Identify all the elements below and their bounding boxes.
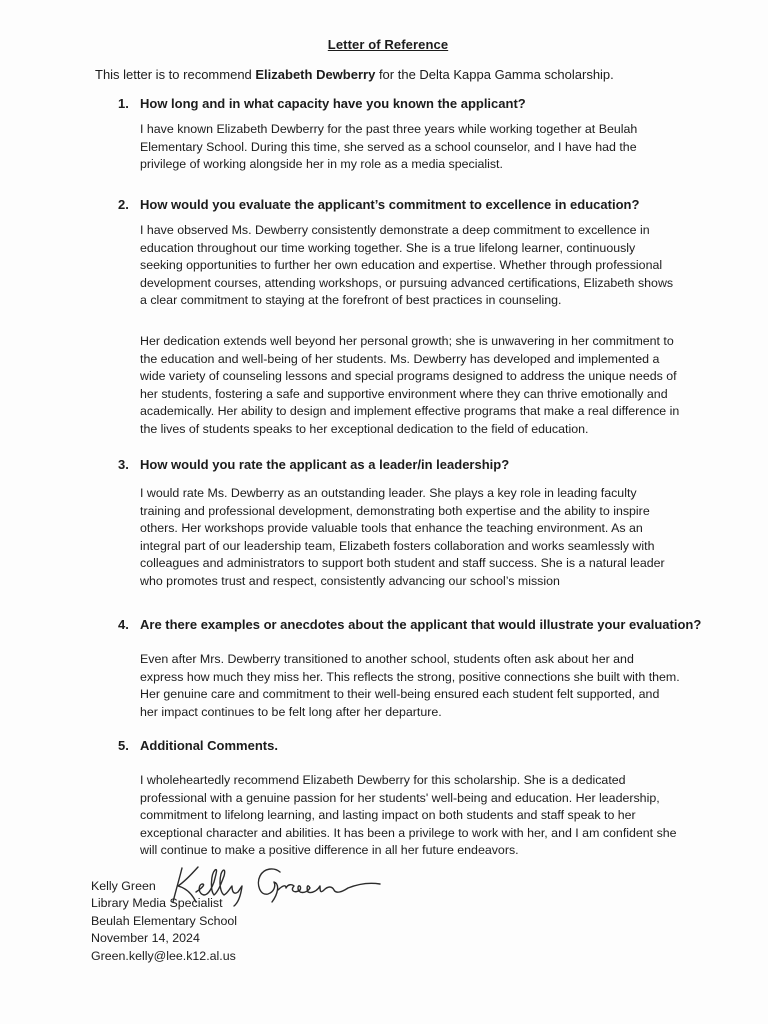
signer-title: Library Media Specialist (91, 896, 223, 911)
question-1 (118, 95, 526, 112)
question-text: How would you evaluate the applicant’s commitment to excellence in education? (140, 197, 640, 212)
answer-4 (140, 651, 680, 721)
signer-name: Kelly Green (91, 879, 156, 893)
answer-2a (140, 222, 680, 310)
intro-sentence (95, 66, 614, 83)
signer-school: Beulah Elementary School (91, 913, 238, 928)
answer-1 (140, 121, 680, 174)
answer-paragraph: I have observed Ms. Dewberry consistently demonstrate a deep commitment to excellence in education throughout our time working together. She is a true lifelong learner, continuously seeking opportunities to further her own education and expertise. Whether through professional development courses, attending workshops, or pursuing advanced certifications, Elizabeth shows a clear commitment to staying at the forefront of best practices in counseling. (140, 223, 674, 308)
question-5 (118, 737, 278, 754)
answer-paragraph: I wholeheartedly recommend Elizabeth Dewberry for this scholarship. She is a dedicated professional with a genuine passion for her students' well-being and education. Her leadership, commitment to lifelong learning, and lasting impact on both students and staff speak to her exceptional character and abilities. It has been a privilege to work with her, and I am confident she will continue to make a positive difference in all her future endeavors. (140, 773, 677, 858)
intro-text-after: for the Delta Kappa Gamma scholarship. (375, 67, 614, 82)
answer-3 (140, 485, 680, 591)
question-text: How long and in what capacity have you known the applicant? (140, 96, 526, 111)
answer-paragraph: I have known Elizabeth Dewberry for the past three years while working together at Beulah Elementary School. During this time, she served as a school counselor, and I have had the privilege of working alongside her in my role as a media specialist. (140, 122, 638, 172)
question-number: 2. (118, 197, 129, 212)
signer-email: Green.kelly@lee.k12.al.us (91, 948, 236, 963)
answer-2b (140, 333, 680, 439)
question-4 (118, 616, 701, 633)
question-number: 5. (118, 738, 129, 753)
intro-text-before: This letter is to recommend (95, 67, 256, 82)
answer-paragraph: I would rate Ms. Dewberry as an outstanding leader. She plays a key role in leading faculty training and professional development, demonstrating both expertise and the ability to inspire others. Her workshops provide valuable tools that enhance the teaching environment. As an integral part of our leadership team, Elizabeth fosters collaboration and works seamlessly with colleagues and administrators to support both student and staff success. She is a natural leader who promotes trust and respect, consistently advancing our school’s mission (140, 486, 665, 588)
question-2 (118, 196, 639, 213)
answer-paragraph: Her dedication extends well beyond her personal growth; she is unwavering in her commitment to the education and well-being of her students. Ms. Dewberry has developed and implemented a wide variety of counseling lessons and special programs designed to address the unique needs of her students, fostering a safe and supportive environment where they can thrive emotionally and academically. Her ability to design and implement effective programs that make a real difference in the lives of students speaks to her exceptional dedication to the field of education. (140, 334, 680, 436)
question-text: Additional Comments. (140, 738, 278, 753)
question-3 (118, 456, 509, 473)
answer-paragraph: Even after Mrs. Dewberry transitioned to another school, students often ask about her and express how much they miss her. This reflects the strong, positive connections she built with them. Her genuine care and commitment to their well-being ensured each student felt supported, and her impact continues to be felt long after her departure. (140, 652, 680, 719)
question-text: How would you rate the applicant as a leader/in leadership? (140, 457, 510, 472)
question-number: 3. (118, 457, 129, 472)
question-number: 1. (118, 96, 129, 111)
letter-title: Letter of Reference (327, 37, 449, 52)
signature-block (91, 878, 237, 965)
letter-date: November 14, 2024 (91, 931, 200, 946)
applicant-name: Elizabeth Dewberry (255, 67, 376, 82)
question-number: 4. (118, 617, 129, 632)
question-text: Are there examples or anecdotes about the applicant that would illustrate your evaluation? (140, 617, 702, 632)
answer-5 (140, 772, 680, 860)
